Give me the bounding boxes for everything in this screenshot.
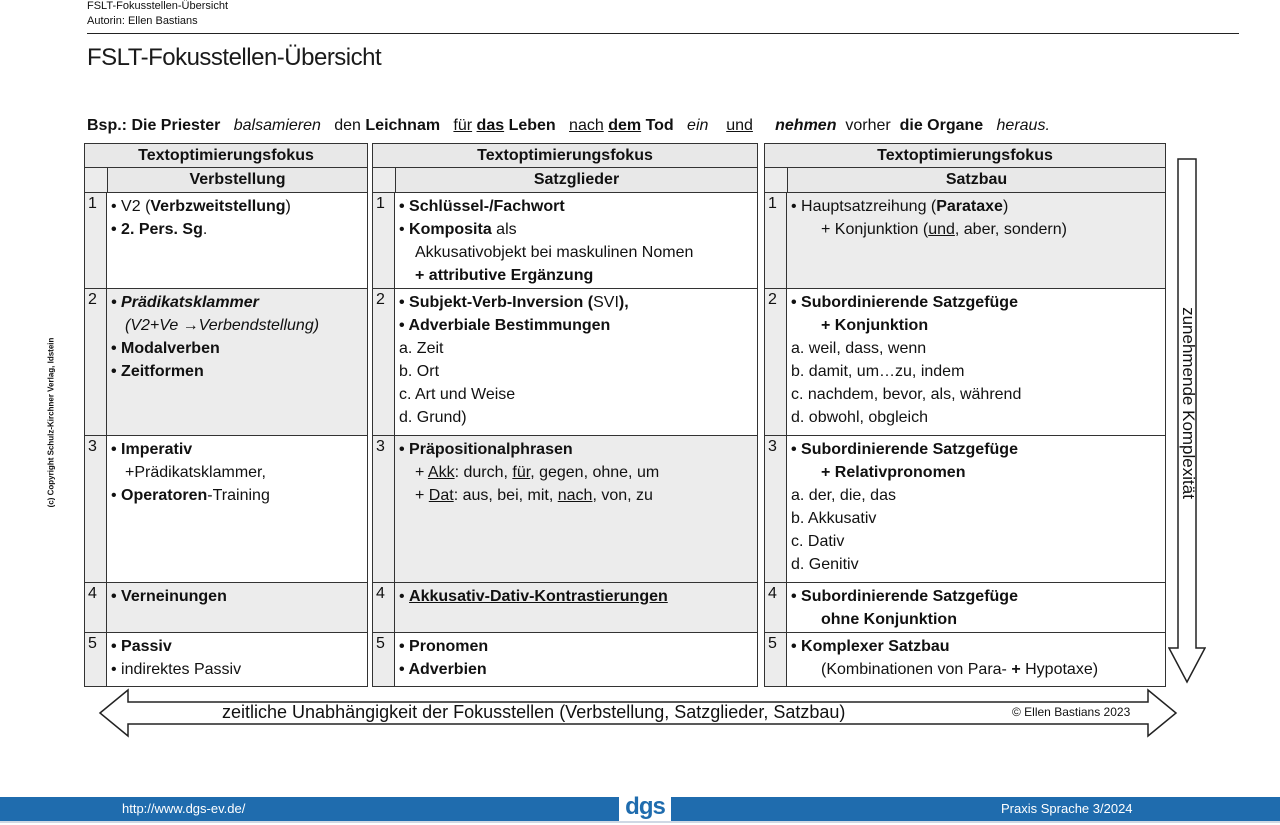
table-row: 5 • Passiv • indirektes Passiv: [85, 632, 367, 686]
dgs-logo: dgs: [619, 795, 671, 821]
table-row: 4 • Subordinierende Satzgefüge ohne Konjunktion: [765, 582, 1165, 632]
author-copyright: © Ellen Bastians 2023: [1012, 705, 1131, 719]
table-row: 3 • Subordinierende Satzgefüge + Relativpronomen a. der, die, das b. Akkusativ c. Dativ d. Genitiv: [765, 435, 1165, 582]
column-subheading: Satzbau: [765, 167, 1165, 192]
complexity-label: zunehmende Komplexität: [1179, 307, 1198, 499]
table-row: 2 • Subjekt-Verb-Inversion (SVI), • Adverbiale Bestimmungen a. Zeit b. Ort c. Art und Weise d. Grund): [373, 288, 757, 435]
publisher-copyright: (c) Copyright Schulz-Kirchner Verlag, Idstein: [46, 337, 56, 508]
table-row: 3 • Präpositionalphrasen + Akk: durch, für, gegen, ohne, um + Dat: aus, bei, mit, nach, von, zu: [373, 435, 757, 582]
footer-url-link[interactable]: http://www.dgs-ev.de/: [122, 801, 246, 816]
table-row: 5 • Komplexer Satzbau (Kombinationen von Para- + Hypotaxe): [765, 632, 1165, 686]
header-doc-title: FSLT-Fokusstellen-Übersicht: [87, 0, 229, 12]
table-row: 1 • V2 (Verbzweitstellung) • 2. Pers. Sg.: [85, 192, 367, 288]
column-heading: Textoptimierungsfokus: [373, 143, 757, 167]
column-subheading: Verbstellung: [85, 167, 367, 192]
table-row: 4 • Akkusativ-Dativ-Kontrastierungen: [373, 582, 757, 632]
column-verbstellung: [84, 143, 368, 687]
independence-label: zeitliche Unabhängigkeit der Fokusstellen (Verbstellung, Satzglieder, Satzbau): [222, 702, 846, 722]
page-title: FSLT-Fokusstellen-Übersicht: [87, 44, 382, 71]
example-sentence: Bsp.: Die Priester balsamieren den Leichnam für das Leben nach dem Tod ein und nehmen vorher die Organe heraus.: [87, 117, 1050, 134]
table-row: 2 • Prädikatsklammer (V2+Ve →Verbendstellung) • Modalverben • Zeitformen: [85, 288, 367, 435]
header-rule: [87, 33, 1239, 34]
column-heading: Textoptimierungsfokus: [765, 143, 1165, 167]
table-row: 1 • Schlüssel-/Fachwort • Komposita als Akkusativobjekt bei maskulinen Nomen + attributive Ergänzung: [373, 192, 757, 288]
header-author: Autorin: Ellen Bastians: [87, 15, 198, 27]
column-satzglieder: [372, 143, 758, 687]
footer-bar: [0, 793, 1280, 821]
column-subheading: Satzglieder: [373, 167, 757, 192]
table-row: 4 • Verneinungen: [85, 582, 367, 632]
footer-issue: Praxis Sprache 3/2024: [1001, 801, 1133, 816]
table-row: 3 • Imperativ +Prädikatsklammer, • Operatoren-Training: [85, 435, 367, 582]
table-row: 5 • Pronomen • Adverbien: [373, 632, 757, 686]
table-row: 1 • Hauptsatzreihung (Parataxe) + Konjunktion (und, aber, sondern): [765, 192, 1165, 288]
table-row: 2 • Subordinierende Satzgefüge + Konjunktion a. weil, dass, wenn b. damit, um…zu, indem c. nachdem, bevor, als, während d. obwohl, obgleich: [765, 288, 1165, 435]
column-heading: Textoptimierungsfokus: [85, 143, 367, 167]
footer-rule: [0, 821, 1280, 823]
column-satzbau: [764, 143, 1166, 687]
